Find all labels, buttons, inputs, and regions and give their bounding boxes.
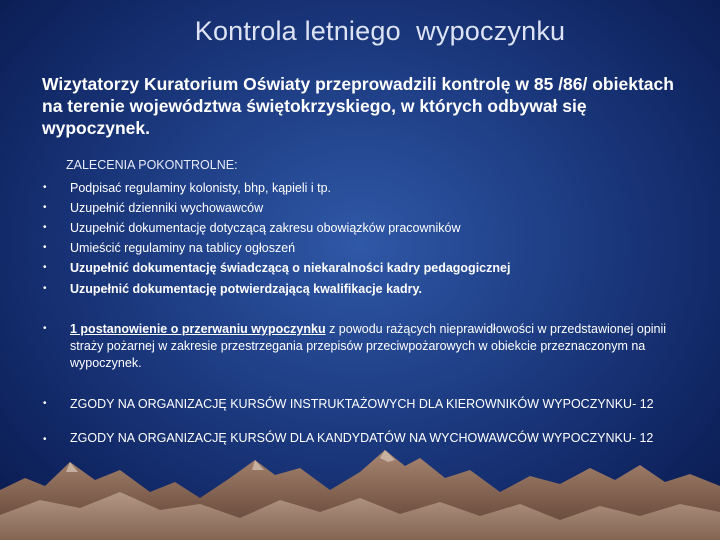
recommendation-item: Uzupełnić dokumentację dotyczącą zakresu obowiązków pracowników bbox=[70, 221, 461, 235]
bullet-icon: • bbox=[43, 283, 47, 294]
intro-paragraph: Wizytatorzy Kuratorium Oświaty przeprowadzili kontrolę w 85 /86/ obiektach na terenie województwa świętokrzyskiego, w których odbywał się wypoczynek. bbox=[42, 74, 674, 138]
bullet-icon: • bbox=[43, 262, 47, 273]
bullet-icon: • bbox=[43, 323, 47, 334]
bullet-icon: • bbox=[43, 398, 47, 409]
decision-item bbox=[70, 321, 685, 372]
recommendation-item: Uzupełnić dzienniki wychowawców bbox=[70, 201, 264, 215]
recommendation-item: Podpisać regulaminy kolonisty, bhp, kąpieli i tp. bbox=[70, 181, 332, 195]
slide-title: Kontrola letniego wypoczynku bbox=[194, 16, 566, 46]
decision-lead: 1 postanowienie o przerwaniu wypoczynku bbox=[70, 322, 326, 336]
approval-item: ZGODY NA ORGANIZACJĘ KURSÓW DLA KANDYDATÓW NA WYCHOWAWCÓW WYPOCZYNKU- 12 bbox=[70, 431, 654, 445]
recommendation-item: Uzupełnić dokumentację potwierdzającą kwalifikacje kadry. bbox=[70, 282, 422, 296]
recommendation-item: Umieścić regulaminy na tablicy ogłoszeń bbox=[70, 241, 296, 255]
recommendation-item: Uzupełnić dokumentację świadczącą o niekaralności kadry pedagogicznej bbox=[70, 261, 511, 275]
bullet-icon: • bbox=[43, 242, 47, 253]
bullet-icon: • bbox=[43, 182, 47, 193]
bullet-icon: • bbox=[43, 202, 47, 213]
approval-item: ZGODY NA ORGANIZACJĘ KURSÓW INSTRUKTAŻOWYCH DLA KIEROWNIKÓW WYPOCZYNKU- 12 bbox=[70, 397, 654, 411]
recommendations-heading: ZALECENIA POKONTROLNE: bbox=[66, 158, 238, 172]
bullet-icon: • bbox=[43, 222, 47, 233]
bullet-icon: • bbox=[43, 434, 47, 445]
decision-detail: z powodu rażących nieprawidłowości w przedstawionej opinii straży pożarnej w zakresie przestrzegania przepisów przeciwpożarowych w obiekcie przeznaczonym na wypoczynek. bbox=[70, 322, 667, 370]
